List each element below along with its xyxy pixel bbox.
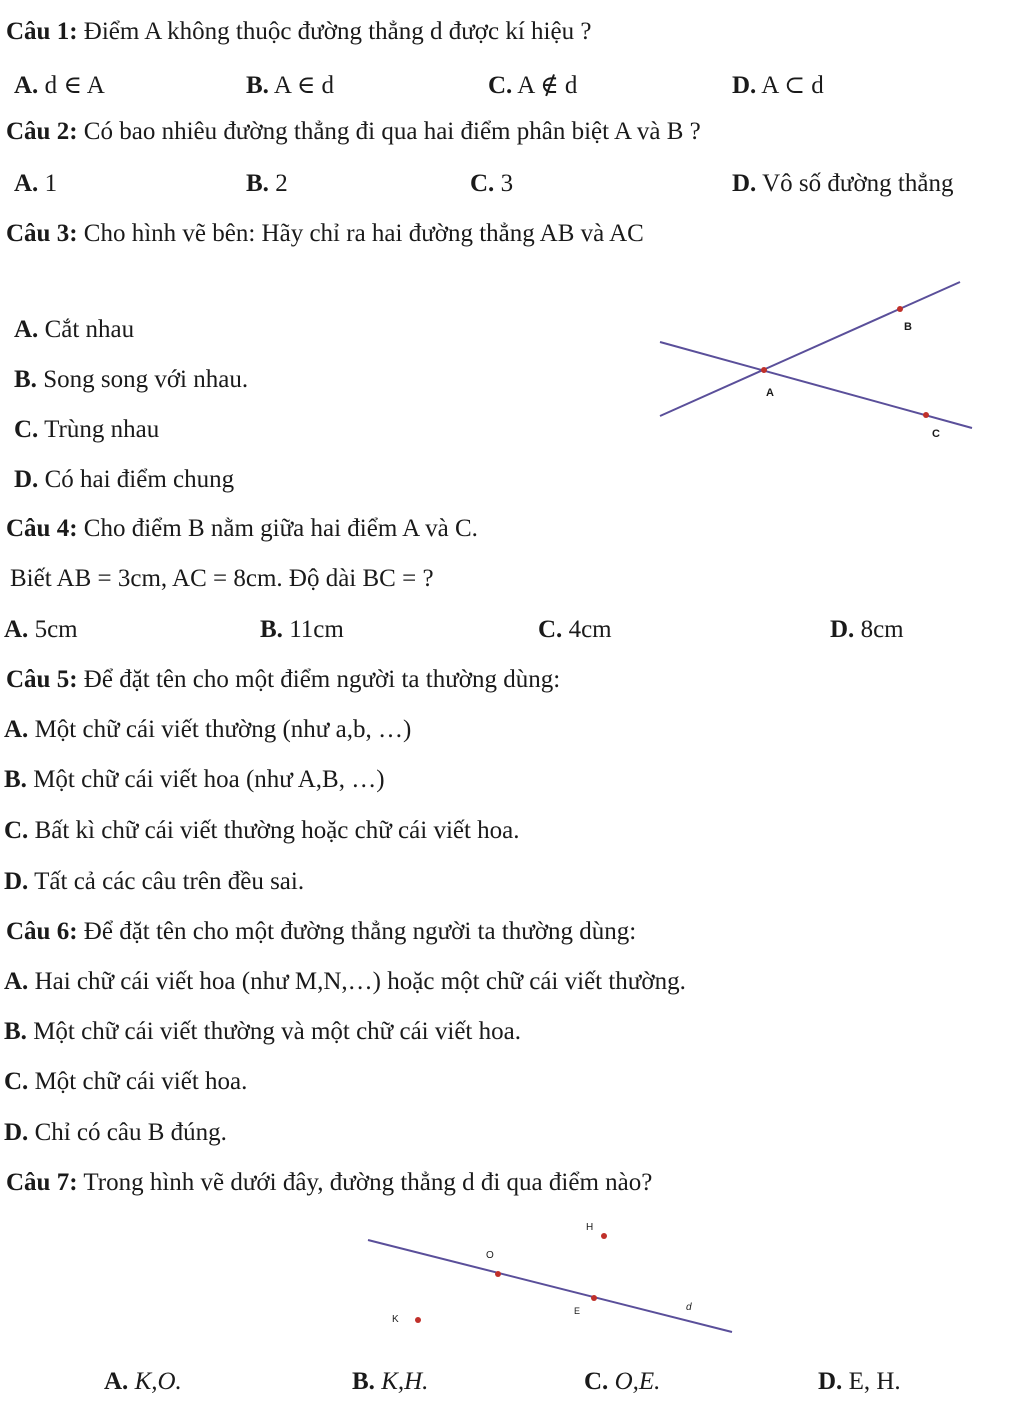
- option-letter: B.: [352, 1368, 375, 1395]
- option-text: 8cm: [860, 616, 904, 643]
- point-k: [415, 1317, 421, 1323]
- option-letter: C.: [4, 817, 29, 844]
- option-text: A ∉ d: [517, 72, 578, 99]
- option-letter: D.: [14, 466, 39, 493]
- label-b: B: [904, 321, 912, 333]
- option-text: Trùng nhau: [44, 416, 160, 443]
- q1-option-d[interactable]: [732, 70, 824, 100]
- option-letter: A.: [14, 72, 39, 99]
- q3-figure: [650, 272, 990, 462]
- q7-option-b[interactable]: [352, 1368, 428, 1396]
- option-letter: B.: [246, 170, 269, 197]
- option-text: 11cm: [289, 616, 344, 643]
- q5-option-d[interactable]: [4, 868, 304, 896]
- option-text: Cắt nhau: [44, 316, 135, 343]
- option-text: E, H.: [848, 1368, 901, 1395]
- q7-option-a[interactable]: [104, 1368, 182, 1396]
- option-text: 2: [275, 170, 288, 197]
- option-letter: D.: [818, 1368, 843, 1395]
- point-b: [897, 306, 903, 312]
- q3-option-d[interactable]: [14, 466, 234, 494]
- q7-option-c[interactable]: [584, 1368, 660, 1396]
- option-letter: A.: [104, 1368, 129, 1395]
- q4-option-d[interactable]: [830, 616, 904, 644]
- q3-option-b[interactable]: [14, 366, 248, 394]
- option-letter: C.: [470, 170, 495, 197]
- option-text: 4cm: [568, 616, 612, 643]
- q4-option-b[interactable]: [260, 616, 344, 644]
- option-text: Một chữ cái viết thường (như a,b, …): [34, 716, 412, 743]
- option-text: Một chữ cái viết thường và một chữ cái viết hoa.: [33, 1018, 521, 1045]
- option-text: Vô số đường thẳng: [762, 170, 954, 197]
- option-letter: D.: [4, 868, 29, 895]
- q2-option-c[interactable]: [470, 170, 513, 198]
- option-letter: C.: [4, 1068, 29, 1095]
- q1-label: Câu 1:: [6, 18, 78, 45]
- option-text: Bất kì chữ cái viết thường hoặc chữ cái viết hoa.: [34, 817, 520, 844]
- q5-option-c[interactable]: [4, 817, 520, 845]
- point-e: [591, 1295, 597, 1301]
- q6-label: Câu 6:: [6, 918, 78, 945]
- option-letter: C.: [584, 1368, 609, 1395]
- point-c: [923, 412, 929, 418]
- option-letter: B.: [260, 616, 283, 643]
- option-letter: A.: [4, 616, 29, 643]
- q5-stem: [6, 666, 560, 694]
- q3-text: Cho hình vẽ bên: Hãy chỉ ra hai đường thẳng AB và AC: [77, 220, 644, 247]
- label-o: O: [486, 1250, 494, 1261]
- q1-option-a[interactable]: [14, 70, 105, 100]
- option-text: K,O.: [134, 1368, 182, 1395]
- q2-stem: [6, 118, 701, 146]
- q1-stem: [6, 18, 591, 46]
- q3-label: Câu 3:: [6, 220, 78, 247]
- q7-stem: [6, 1169, 652, 1197]
- option-letter: A.: [14, 316, 39, 343]
- q7-option-d[interactable]: [818, 1368, 901, 1396]
- label-c: C: [932, 428, 940, 440]
- q5-option-a[interactable]: [4, 716, 411, 744]
- option-text: Một chữ cái viết hoa.: [34, 1068, 248, 1095]
- q5-option-b[interactable]: [4, 766, 385, 794]
- q1-option-c[interactable]: [488, 70, 577, 100]
- option-letter: C.: [488, 72, 513, 99]
- option-text: Hai chữ cái viết hoa (như M,N,…) hoặc một chữ cái viết thường.: [34, 968, 686, 995]
- option-text: O,E.: [614, 1368, 661, 1395]
- option-text: 1: [44, 170, 58, 197]
- option-letter: B.: [246, 72, 269, 99]
- q7-text: Trong hình vẽ dưới đây, đường thẳng d đi qua điểm nào?: [77, 1169, 653, 1196]
- option-letter: D.: [732, 72, 757, 99]
- q4-text: Cho điểm B nằm giữa hai điểm A và C.: [77, 515, 478, 542]
- label-k: K: [392, 1314, 399, 1325]
- q3-stem: [6, 220, 644, 248]
- q7-figure: [360, 1212, 740, 1342]
- point-o: [495, 1271, 501, 1277]
- q1-text: Điểm A không thuộc đường thẳng d được kí hiệu ?: [77, 18, 592, 45]
- q2-option-d[interactable]: [732, 170, 953, 198]
- option-letter: B.: [14, 366, 37, 393]
- option-text: A ⊂ d: [761, 72, 824, 99]
- q2-option-b[interactable]: [246, 170, 288, 198]
- q3-option-c[interactable]: [14, 416, 159, 444]
- q2-text: Có bao nhiêu đường thẳng đi qua hai điểm phân biệt A và B ?: [77, 118, 701, 145]
- q6-option-b[interactable]: [4, 1018, 521, 1046]
- label-d: d: [686, 1302, 692, 1313]
- option-text: 3: [500, 170, 514, 197]
- label-e: E: [574, 1306, 581, 1316]
- option-text: Song song với nhau.: [43, 366, 249, 393]
- option-letter: D.: [732, 170, 757, 197]
- q3-option-a[interactable]: [14, 316, 134, 344]
- q4-label: Câu 4:: [6, 515, 78, 542]
- q1-option-b[interactable]: [246, 70, 334, 100]
- q4-stem: [6, 515, 478, 543]
- q4-option-a[interactable]: [4, 616, 78, 644]
- option-text: Chỉ có câu B đúng.: [34, 1119, 227, 1146]
- option-text: A ∈ d: [273, 72, 334, 99]
- option-letter: B.: [4, 1018, 27, 1045]
- line-ab: [660, 282, 960, 416]
- q6-stem: [6, 918, 636, 946]
- q5-text: Để đặt tên cho một điểm người ta thường dùng:: [77, 666, 561, 693]
- point-h: [601, 1233, 607, 1239]
- option-letter: D.: [4, 1119, 29, 1146]
- line-d: [368, 1240, 732, 1332]
- option-letter: D.: [830, 616, 855, 643]
- option-text: Một chữ cái viết hoa (như A,B, …): [33, 766, 385, 793]
- option-text: d ∈ A: [44, 72, 105, 99]
- option-letter: C.: [538, 616, 563, 643]
- q4-option-c[interactable]: [538, 616, 612, 644]
- option-text: K,H.: [381, 1368, 429, 1395]
- option-letter: A.: [4, 716, 29, 743]
- q2-label: Câu 2:: [6, 118, 78, 145]
- option-letter: B.: [4, 766, 27, 793]
- label-h: H: [586, 1222, 594, 1233]
- option-text: 5cm: [34, 616, 78, 643]
- point-a: [761, 367, 767, 373]
- option-letter: A.: [4, 968, 29, 995]
- q4-stem-2: Biết AB = 3cm, AC = 8cm. Độ dài BC = ?: [10, 565, 434, 592]
- q2-option-a[interactable]: [14, 170, 57, 198]
- option-text: Tất cả các câu trên đều sai.: [34, 868, 305, 895]
- label-a: A: [766, 387, 774, 399]
- option-text: Có hai điểm chung: [44, 466, 235, 493]
- option-letter: A.: [14, 170, 39, 197]
- q6-option-a[interactable]: [4, 968, 686, 996]
- q6-option-d[interactable]: [4, 1119, 227, 1147]
- q5-label: Câu 5:: [6, 666, 78, 693]
- q6-text: Để đặt tên cho một đường thẳng người ta thường dùng:: [77, 918, 637, 945]
- option-letter: C.: [14, 416, 39, 443]
- q6-option-c[interactable]: [4, 1068, 247, 1096]
- q7-label: Câu 7:: [6, 1169, 78, 1196]
